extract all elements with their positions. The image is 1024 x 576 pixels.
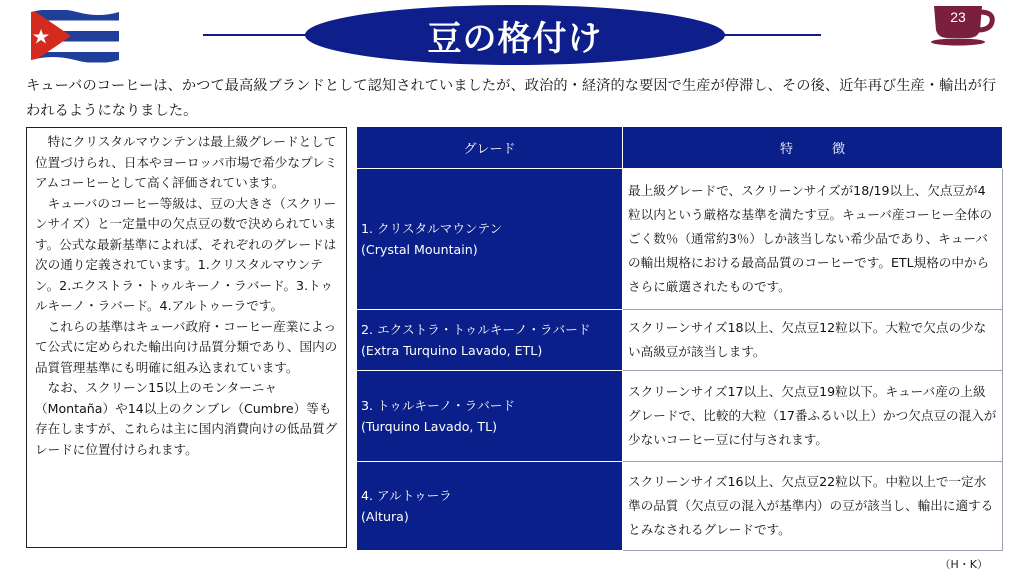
table-row — [357, 462, 1003, 551]
grade-name: 4. アルトゥーラ — [361, 488, 452, 503]
grade-name: 3. トゥルキーノ・ラバード — [361, 398, 515, 413]
side-paragraph: なお、スクリーン15以上のモンターニャ（Montaña）や14以上のクンブレ（Cumbre）等も存在しますが、これらは主に国内消費向けの低品質グレードに位置付けられます。 — [35, 380, 338, 457]
side-paragraph: キューバのコーヒー等級は、豆の大きさ（スクリーンサイズ）と一定量中の欠点豆の数で決められています。公式な最新基準によれば、それぞれのグレードは次の通り定義されています。1.クリスタルマウンテン。2.エクストラ・トゥルキーノ・ラバード。3.トゥルキーノ・ラバード。4.アルトゥーラです。 — [35, 195, 337, 313]
page-title: 豆の格付け — [427, 18, 603, 59]
grade-name-en: (Turquino Lavado, TL) — [361, 419, 498, 434]
feature-cell: 最上級グレードで、スクリーンサイズが18/19以上、欠点豆が4粒以内という厳格な基準を満たす豆。キューバ産コーヒー全体のごく数％（通常約3％）しか該当しない希少品であり、キューバの輸出規格における最高品質のコーヒーです。ETL規格の中からさらに厳選されたものです。 — [623, 169, 1003, 310]
side-paragraph: 特にクリスタルマウンテンは最上級グレードとして位置づけられ、日本やヨーロッパ市場で希少なプレミアムコーヒーとして高く評価されています。 — [35, 134, 338, 190]
grade-name-en: (Extra Turquino Lavado, ETL) — [361, 343, 543, 358]
table-header-row — [357, 127, 1003, 169]
grade-name: 2. エクストラ・トゥルキーノ・ラバード — [361, 322, 591, 337]
grade-table — [356, 126, 1003, 551]
page-number: 23 — [950, 9, 966, 25]
feature-cell: スクリーンサイズ16以上、欠点豆22粒以下。中粒以上で一定水準の品質（欠点豆の混入が基準内）の豆が該当し、輸出に適するとみなされるグレードです。 — [623, 462, 1003, 551]
grade-cell — [357, 169, 623, 310]
table-row — [357, 371, 1003, 462]
side-paragraph: これらの基準はキューバ政府・コーヒー産業によって公式に定められた輸出向け品質分類であり、国内の品質管理基準にも明確に組み込まれています。 — [35, 318, 338, 375]
title-banner — [305, 5, 725, 65]
grade-cell — [357, 371, 623, 462]
grade-name: 1. クリスタルマウンテン — [361, 221, 503, 236]
grade-name-en: (Crystal Mountain) — [361, 242, 478, 257]
table-row — [357, 169, 1003, 310]
table-row — [357, 310, 1003, 371]
feature-cell: スクリーンサイズ17以上、欠点豆19粒以下。キューバ産の上級グレードで、比較的大粒（17番ふるい以上）かつ欠点豆の混入が少ないコーヒー豆に付与されます。 — [623, 371, 1003, 462]
intro-paragraph: キューバのコーヒーは、かつて最高級ブランドとして認知されていましたが、政治的・経済的な要因で生産が停滞し、その後、近年再び生産・輸出が行われるようになりました。 — [26, 78, 997, 119]
grade-name-en: (Altura) — [361, 509, 409, 524]
side-text-box — [26, 127, 347, 548]
cuba-flag-icon — [27, 6, 123, 66]
grade-cell — [357, 462, 623, 551]
author-credit: （H・K） — [939, 558, 988, 571]
header-feature: 特 徴 — [623, 127, 1003, 169]
header-grade: グレード — [357, 127, 623, 169]
feature-cell: スクリーンサイズ18以上、欠点豆12粒以下。大粒で欠点の少ない高級豆が該当します。 — [623, 310, 1003, 371]
grade-cell — [357, 310, 623, 371]
